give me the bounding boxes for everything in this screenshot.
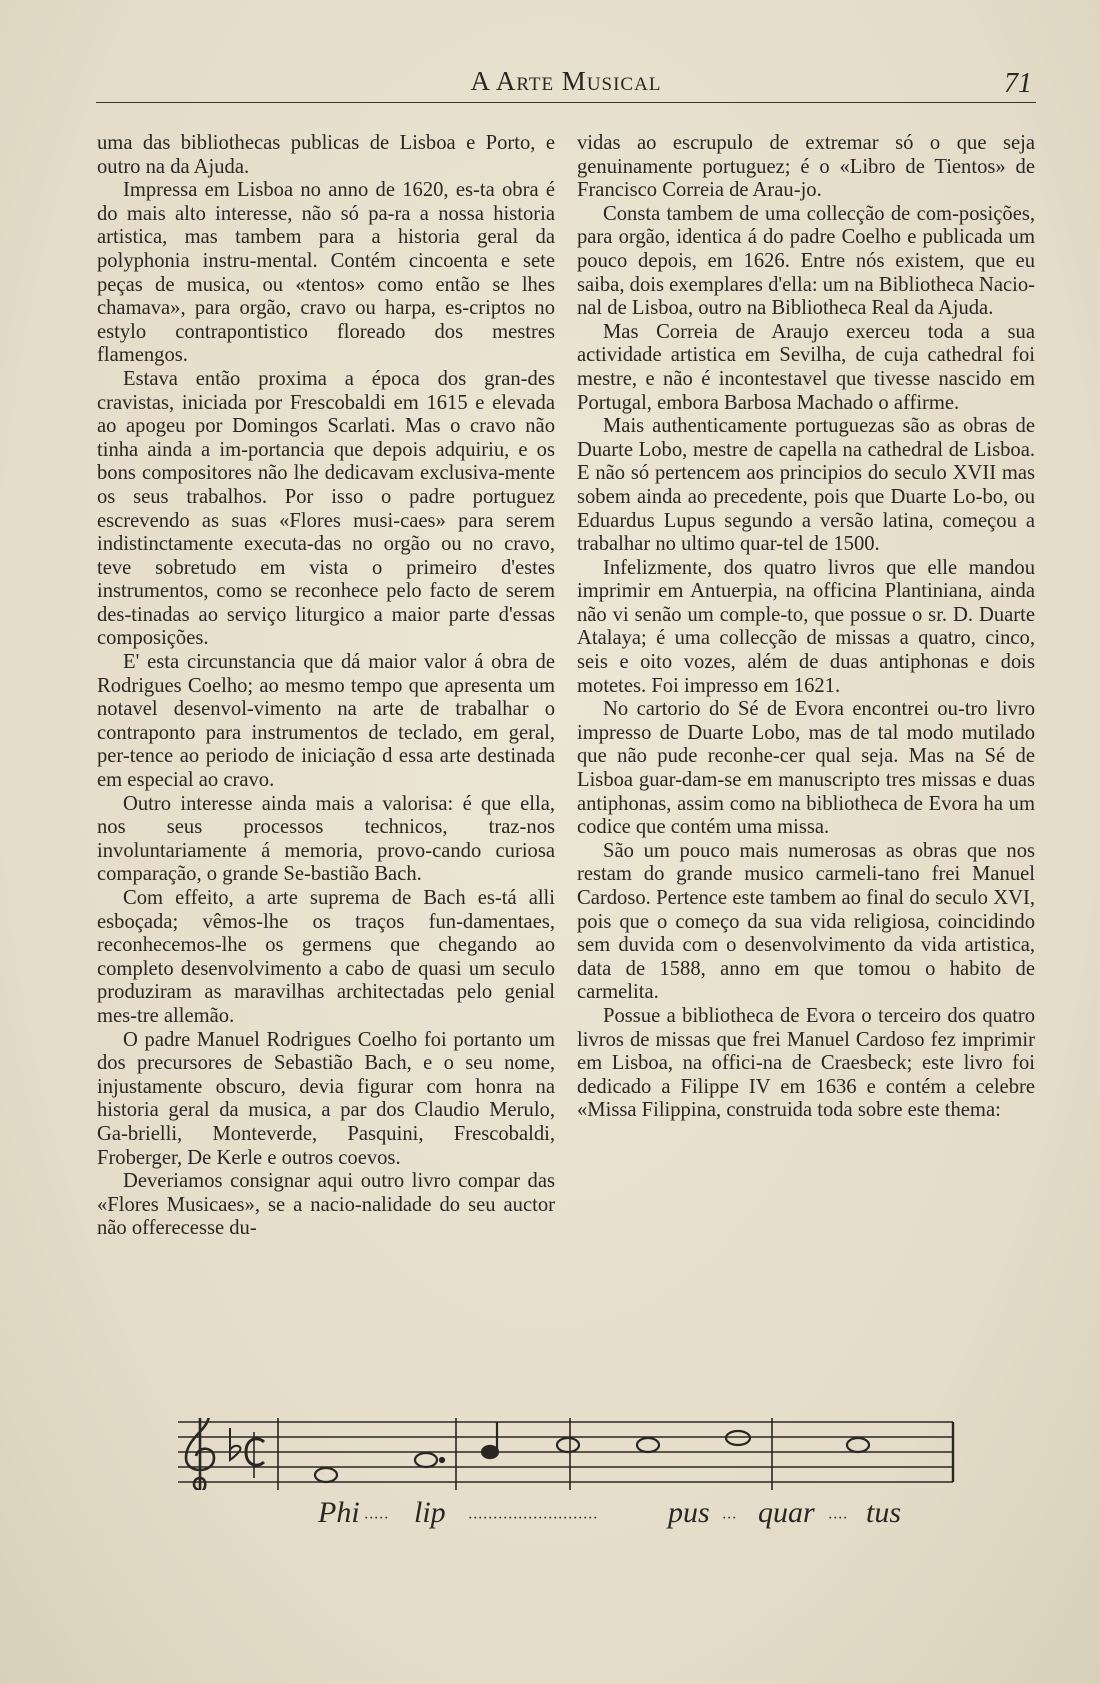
running-header bbox=[96, 60, 1036, 104]
lyric-dots: ··· bbox=[722, 1510, 737, 1527]
lyric-syllable: Phi bbox=[318, 1496, 360, 1529]
music-lyrics bbox=[318, 1496, 958, 1536]
paragraph: Mas Correia de Araujo exerceu toda a sua actividade artistica em Sevilha, de cuja cathedral foi mestre, e não é incontestavel que tivesse nascido em Portugal, embora Barbosa Machado o affirme. bbox=[577, 320, 1035, 414]
lyric-dots: ·························· bbox=[468, 1510, 598, 1527]
page-number: 71 bbox=[1004, 68, 1032, 99]
treble-clef-icon bbox=[186, 1418, 214, 1490]
lyric-dots: ····· bbox=[364, 1510, 389, 1527]
note bbox=[557, 1438, 579, 1452]
paragraph: Estava então proxima a época dos gran-des cravistas, iniciada por Frescobaldi em 1615 e elevada ao apogeu por Domingos Scarlati. Mas o cravo não tinha ainda a im-portancia que depois adquiriu, e os bons compositores não lhe dedicavam exclusiva-mente os seus trabalhos. Por isso o padre portuguez escrevendo as suas «Flores musi-caes» para serem indistinctamente executa-das no orgão ou no cravo, teve sobretudo em vista o primeiro d'estes instrumentos, como se reconhece pelo facto de serem des-tinadas ao serviço liturgico a maior parte d'essas composições. bbox=[97, 367, 555, 650]
note bbox=[847, 1438, 869, 1452]
paragraph: Outro interesse ainda mais a valorisa: é que ella, nos seus processos technicos, traz-nos involuntariamente á memoria, provo-cando curiosa comparação, o grande Se-bastião Bach. bbox=[97, 792, 555, 886]
right-column bbox=[577, 132, 1035, 1123]
paragraph: Impressa em Lisboa no anno de 1620, es-ta obra é do mais alto interesse, não só pa-ra a nossa historia artistica, mas tambem para a historia geral da polyphonia instru-mental. Contém cincoenta e sete peças de musica, ou «tentos» como então se lhes chamava», para orgão, cravo ou harpa, es-criptos no estylo contrapontistico floreado dos mestres flamengos. bbox=[97, 179, 555, 367]
paragraph: Deveriamos consignar aqui outro livro compar das «Flores Musicaes», se a nacio-nalidade do seu auctor não offerecesse du- bbox=[97, 1170, 555, 1240]
left-column bbox=[97, 132, 555, 1241]
note bbox=[315, 1468, 337, 1482]
lyric-syllable: tus bbox=[866, 1496, 902, 1529]
paragraph: vidas ao escrupulo de extremar só o que seja genuinamente portuguez; é o «Libro de Tientos» de Francisco Correia de Arau-jo. bbox=[577, 132, 1035, 202]
paragraph: Possue a bibliotheca de Evora o terceiro dos quatro livros de missas que frei Manuel Cardoso fez imprimir em Lisboa, na offici-na de Craesbeck; este livro foi dedicado a Filippe IV em 1636 e contém a celebre «Missa Filippina, construida toda sobre este thema: bbox=[577, 1004, 1035, 1122]
header-rule bbox=[96, 102, 1036, 103]
journal-title: A Arte Musical bbox=[470, 66, 662, 96]
paragraph: O padre Manuel Rodrigues Coelho foi portanto um dos precursores de Sebastião Bach, e o seu nome, injustamente obscuro, devia figurar com honra na historia geral da musica, a par dos Claudio Merulo, Ga-brielli, Monteverde, Pasquini, Frescobaldi, Froberger, De Kerle e outros coevos. bbox=[97, 1028, 555, 1169]
lyric-syllable: quar bbox=[758, 1496, 815, 1529]
note bbox=[726, 1431, 750, 1445]
flat-icon bbox=[230, 1428, 240, 1460]
music-staff bbox=[178, 1418, 958, 1490]
paragraph: Consta tambem de uma collecção de com-posições, para orgão, identica á do padre Coelho e publicada um pouco depois, em 1626. Entre nós existem, que eu saiba, dois exemplares d'ella: um na Bibliotheca Nacio-nal de Lisboa, outro na Bibliotheca Real da Ajuda. bbox=[577, 202, 1035, 320]
note bbox=[637, 1438, 659, 1452]
lyric-dots: ···· bbox=[828, 1510, 848, 1527]
paragraph: Infelizmente, dos quatro livros que elle mandou imprimir em Antuerpia, na officina Plantiniana, ainda não vi senão um comple-to, que possue o sr. D. Duarte Atalaya; é uma collecção de missas a quatro, cinco, seis e oito vozes, além de duas antiphonas e dois motetes. Foi impresso em 1621. bbox=[577, 556, 1035, 697]
lyric-syllable: lip bbox=[414, 1496, 446, 1529]
paragraph: Com effeito, a arte suprema de Bach es-tá alli esboçada; vêmos-lhe os traços fun-damentaes, reconhecemos-lhe os germens que chegando ao completo desenvolvimento a cabo de quasi um seculo produziram as maravilhas architectadas pelo genial mes-tre allemão. bbox=[97, 887, 555, 1027]
paragraph: Mais authenticamente portuguezas são as obras de Duarte Lobo, mestre de capella na cathedral de Lisboa. E não só pertencem aos principios do seculo XVII mas sobem ainda ao precedente, pois que Duarte Lo-bo, ou Eduardus Lupus segundo a versão latina, começou a trabalhar no ultimo quar-tel de 1500. bbox=[577, 415, 1035, 556]
paragraph: E' esta circunstancia que dá maior valor á obra de Rodrigues Coelho; ao mesmo tempo que apresenta um notavel desenvol-vimento na arte de trabalhar o contraponto para instrumentos de teclado, em geral, per-tence ao periodo de iniciação d essa arte destinada em especial ao cravo. bbox=[97, 651, 555, 792]
lyric-syllable: pus bbox=[668, 1496, 710, 1529]
paragraph: uma das bibliothecas publicas de Lisboa e Porto, e outro na da Ajuda. bbox=[97, 132, 555, 178]
paragraph: No cartorio do Sé de Evora encontrei ou-tro livro impresso de Duarte Lobo, mas de tal modo mutilado que não pude reconhe-cer qual seja. Mas na Sé de Lisboa guar-dam-se em manuscripto tres missas e duas antiphonas, assim como na bibliotheca de Evora ha um codice que contém uma missa. bbox=[577, 698, 1035, 839]
paragraph: São um pouco mais numerosas as obras que nos restam do grande musico carmeli-tano frei Manuel Cardoso. Pertence este tambem ao final do seculo XVI, pois que o começo da sua vida religiosa, coincidindo sem duvida com o desenvolvimento da vida artistica, data de 1588, anno em que tomou o habito de carmelita. bbox=[577, 839, 1035, 1004]
note bbox=[415, 1453, 437, 1467]
note bbox=[482, 1446, 498, 1458]
